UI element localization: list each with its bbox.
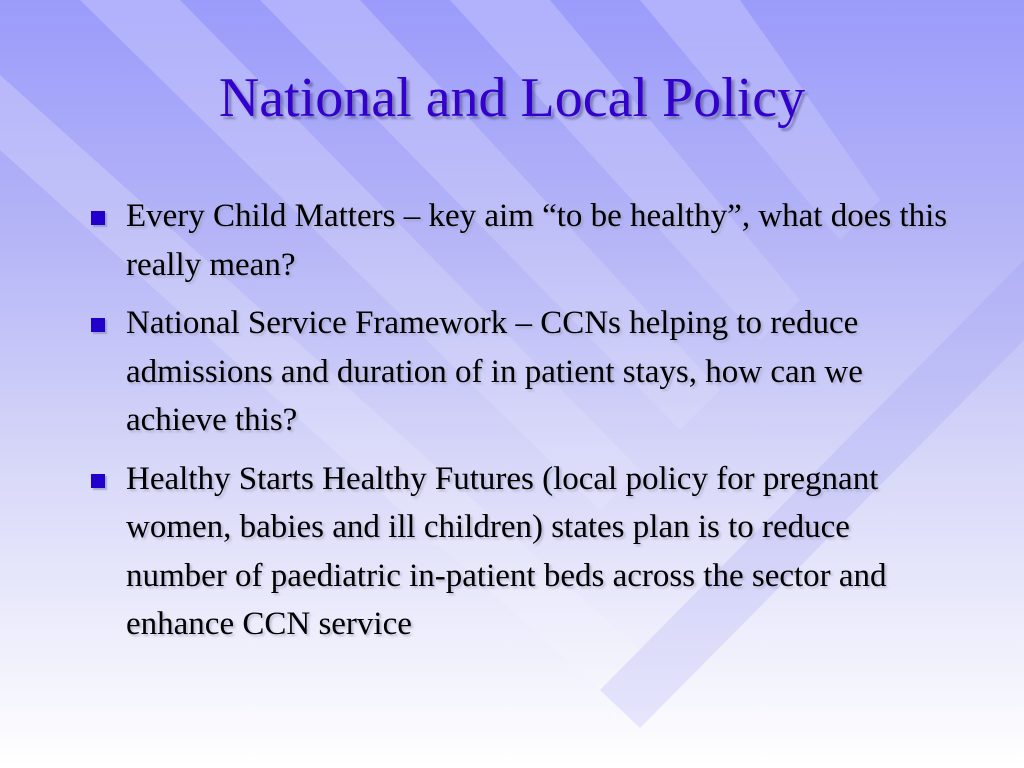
square-bullet-icon xyxy=(91,474,105,488)
square-bullet-icon xyxy=(91,211,105,225)
bullet-text: Healthy Starts Healthy Futures (local policy for pregnant women, babies and ill children) states plan is to reduce number of paediatric in-patient beds across the sector and enhance CCN service xyxy=(126,460,887,642)
bullet-text: National Service Framework – CCNs helping to reduce admissions and duration of in patient stays, how can we achieve this? xyxy=(126,305,863,438)
bullet-text: Every Child Matters – key aim “to be healthy”, what does this really mean? xyxy=(126,198,948,283)
bullet-list xyxy=(88,192,948,659)
bullet-item xyxy=(88,192,948,289)
slide-title: National and Local Policy xyxy=(218,67,806,129)
bullet-item xyxy=(88,299,948,445)
square-bullet-icon xyxy=(91,318,105,332)
bullet-item xyxy=(88,455,948,649)
